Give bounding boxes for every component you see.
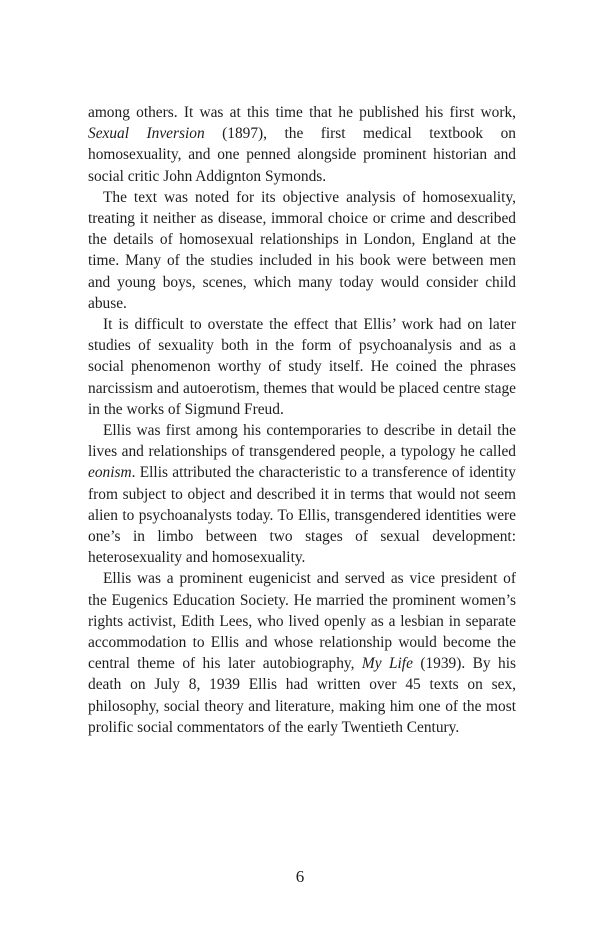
paragraph-text: (1939). By his death on July 8, 1939 Ellis had written over 45 texts on sex, philosophy, social theory and literature, making him one of the most prolific social commentators of the early Twentieth Century.: [88, 655, 516, 736]
paragraph: [88, 568, 516, 738]
term-italic: eonism: [88, 464, 132, 482]
book-title-italic: My Life: [361, 655, 413, 673]
page-number: 6: [295, 867, 305, 886]
paragraph-text: . Ellis attributed the characteristic to a transference of identity from subject to object and described it in terms that would not seem alien to psychoanalysts today. To Ellis, transgendered identities were one’s in limbo between two stages of sexual development: heterosexuality and homosexuality.: [88, 464, 516, 567]
paragraph: [88, 314, 516, 420]
paragraph-text: The text was noted for its objective analysis of homosexuality, treating it neither as disease, immoral choice or crime and described the details of homosexual relationships in London, England at the time. Many of the studies included in his book were between men and young boys, scenes, which many today would consider child abuse.: [88, 188, 516, 312]
book-title-italic: Sexual Inversion: [88, 125, 205, 143]
paragraph-text: Ellis was a prominent eugenicist and served as vice president of the Eugenics Education Society. He married the prominent women’s rights activist, Edith Lees, who lived openly as a lesbian in separate accommodation to Ellis and whose relationship would become the central theme of his later autobiography,: [88, 570, 516, 673]
paragraph-text: Ellis was first among his contemporaries to describe in detail the lives and relationships of transgendered people, a typology he called: [88, 422, 516, 461]
paragraph: [88, 420, 516, 568]
paragraph-text: among others. It was at this time that he published his first work,: [88, 104, 516, 121]
body-text: [88, 102, 516, 738]
paragraph: [88, 187, 516, 314]
paragraph: [88, 102, 516, 187]
paragraph-text: It is difficult to overstate the effect that Ellis’ work had on later studies of sexuality both in the form of psychoanalysis and as a social phenomenon worthy of study itself. He coined the phrases narcissism and autoerotism, themes that would be placed centre stage in the works of Sigmund Freud.: [88, 316, 516, 418]
paragraph-text: (1897), the first medical textbook on homosexuality, and one penned alongside prominent historian and social critic John Addignton Symonds.: [88, 125, 516, 185]
